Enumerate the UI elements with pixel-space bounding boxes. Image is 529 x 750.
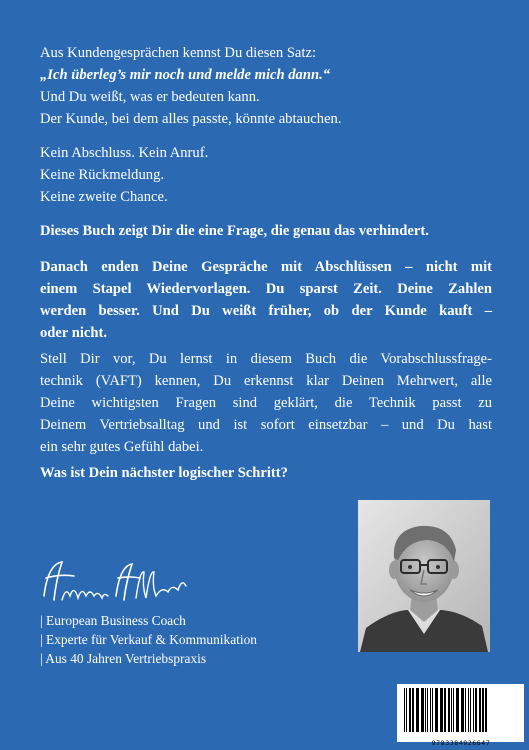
barcode-bar xyxy=(430,688,431,732)
closing-question: Was ist Dein nächster logischer Schritt? xyxy=(40,465,288,481)
intro-paragraph xyxy=(40,42,492,130)
credential-line: | Aus 40 Jahren Vertriebspraxis xyxy=(40,651,207,666)
barcode-bar xyxy=(416,688,419,732)
barcode-bar xyxy=(435,688,438,732)
credential-line: | European Business Coach xyxy=(40,613,186,628)
barcode-bar xyxy=(453,688,454,732)
barcode-bar xyxy=(468,688,469,732)
intro-line: Der Kunde, bei dem alles passte, könnte abtauchen. xyxy=(40,111,342,127)
barcode-bar xyxy=(440,688,443,732)
description-paragraph xyxy=(40,348,492,458)
credential-line: | Experte für Verkauf & Kommunikation xyxy=(40,632,258,647)
benefits-line: werden besser. Und Du weißt früher, ob der Kunde kauft – xyxy=(40,303,492,319)
headline-paragraph xyxy=(40,220,492,242)
consequence-line: Keine Rückmeldung. xyxy=(40,167,165,183)
benefits-paragraph xyxy=(40,256,492,344)
consequence-line: Keine zweite Chance. xyxy=(40,189,168,205)
barcode-bar xyxy=(404,688,405,732)
barcode-bar xyxy=(409,688,411,732)
barcode-bar xyxy=(465,688,466,732)
description-line: Deine wichtigsten Fragen sind geklärt, die Technik passt zu xyxy=(40,395,492,411)
author-photo xyxy=(358,500,490,652)
isbn-number: 9783384926647 xyxy=(431,739,491,747)
consequence-line: Kein Abschluss. Kein Anruf. xyxy=(40,145,209,161)
barcode-bar xyxy=(479,688,481,732)
barcode-bar xyxy=(432,688,433,732)
benefits-line: oder nicht. xyxy=(40,325,108,341)
intro-line: Aus Kundengesprächen kennst Du diesen Satz: xyxy=(40,45,316,61)
barcode-bar xyxy=(425,688,426,732)
intro-line: Und Du weißt, was er bedeuten kann. xyxy=(40,89,260,105)
barcode-bar xyxy=(470,688,471,732)
question-paragraph xyxy=(40,462,492,484)
barcode-bar xyxy=(427,688,428,732)
barcode-bars xyxy=(403,688,518,732)
customer-quote: „Ich überleg’s mir noch und melde mich dann.“ xyxy=(40,67,331,83)
author-signature xyxy=(40,556,190,612)
benefits-line: Danach enden Deine Gespräche mit Abschlüssen – nicht mit xyxy=(40,259,492,275)
barcode-bar xyxy=(448,688,450,732)
barcode-bar xyxy=(482,688,484,732)
barcode-bar xyxy=(451,688,452,732)
barcode xyxy=(397,684,524,742)
barcode-bar xyxy=(475,688,477,732)
barcode-bar xyxy=(421,688,424,732)
author-credentials xyxy=(40,611,257,668)
description-line: Deinem Vertriebsalltag und ist sofort einsetzbar – und Du hast xyxy=(40,417,492,433)
barcode-bar xyxy=(456,688,459,732)
consequence-paragraph xyxy=(40,142,492,208)
barcode-bar xyxy=(406,688,407,732)
barcode-bar xyxy=(485,688,487,732)
description-line: technik (VAFT) kennen, Du erkennst klar Deinen Mehrwert, alle xyxy=(40,373,492,389)
benefits-line: einem Stapel Wiedervorlagen. Du sparst Zeit. Deine Zahlen xyxy=(40,281,492,297)
barcode-bar xyxy=(461,688,464,732)
description-line: Stell Dir vor, Du lernst in diesem Buch die Vorabschlussfrage- xyxy=(40,351,492,367)
barcode-bar xyxy=(473,688,474,732)
description-line: ein sehr gutes Gefühl dabei. xyxy=(40,439,204,455)
headline: Dieses Buch zeigt Dir die eine Frage, die genau das verhindert. xyxy=(40,223,429,239)
barcode-bar xyxy=(444,688,446,732)
barcode-bar xyxy=(412,688,414,732)
